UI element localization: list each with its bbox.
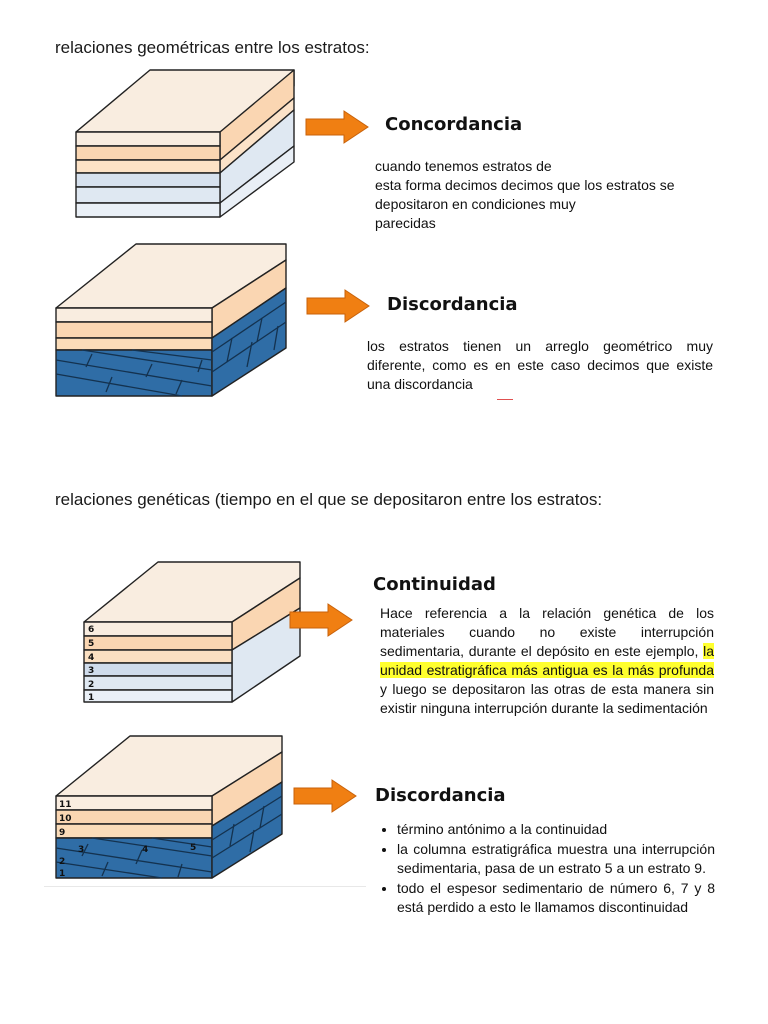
- stratum-label-5: 5: [88, 639, 95, 649]
- concordance-strata-block: [70, 66, 302, 226]
- continuity-text-end: y luego se depositaron las otras de esta manera sin existir ninguna interrupción durante la sedimentación: [380, 681, 714, 716]
- continuity-text-start: Hace referencia a la relación genética de los materiales cuando no existe interrupción sedimentaria, durante el depósito en este ejemplo,: [380, 605, 714, 659]
- stratum-label-4: 4: [88, 653, 95, 663]
- discordance-description: los estratos tienen un arreglo geométrico muy diferente, como es en este caso decimos que existe una discordancia: [367, 338, 713, 392]
- bullet-item: • término antónimo a la continuidad: [397, 820, 715, 839]
- stratum-label-6: 6: [88, 625, 95, 635]
- stratum-label-2: 2: [88, 680, 95, 690]
- discordance-bullet-list: [375, 820, 715, 918]
- stratum-label-4: 4: [142, 845, 149, 855]
- arrow-right-icon: [292, 779, 358, 813]
- continuity-title: Continuidad: [373, 574, 496, 595]
- stratum-label-3: 3: [88, 666, 95, 676]
- continuity-description: [380, 604, 714, 718]
- discordance-numbered-title: Discordancia: [375, 785, 506, 806]
- arrow-right-icon: [288, 603, 354, 637]
- stratum-label-11: 11: [59, 800, 72, 810]
- stratum-label-9: 9: [59, 828, 66, 838]
- concordance-line-4: parecidas: [375, 215, 436, 231]
- discordance-title: Discordancia: [387, 294, 518, 315]
- stratum-label-1: 1: [88, 693, 95, 703]
- divider-line: [44, 886, 366, 887]
- continuity-strata-block: [80, 560, 306, 708]
- continuity-highlighted-text: la unidad estratigráfica más antigua es la más profunda: [380, 643, 714, 678]
- bullet-item: • la columna estratigráfica muestra una interrupción sedimentaria, pasa de un estrato 5 a un estrato 9.: [397, 840, 715, 878]
- concordance-line-2: esta forma decimos decimos que los estratos se: [375, 177, 675, 193]
- bullet-item: • todo el espesor sedimentario de número 6, 7 y 8 está perdido a esto le llamamos discontinuidad: [397, 879, 715, 917]
- arrow-right-icon: [304, 110, 370, 144]
- concordance-line-1: cuando tenemos estratos de: [375, 158, 552, 174]
- discordance-numbered-strata-block: [52, 734, 288, 884]
- arrow-right-icon: [305, 289, 371, 323]
- stratum-label-1: 1: [59, 869, 66, 879]
- concordance-line-3: depositaron en condiciones muy: [375, 196, 576, 212]
- stratum-label-3: 3: [78, 845, 85, 855]
- geometric-relations-heading: relaciones geométricas entre los estratos:: [55, 38, 370, 57]
- stratum-label-5: 5: [190, 843, 197, 853]
- concordance-description: [375, 157, 717, 233]
- stratum-label-10: 10: [59, 814, 72, 824]
- discordance-strata-block: [52, 242, 292, 402]
- red-mark: [497, 399, 513, 400]
- stratum-label-2: 2: [59, 857, 66, 867]
- genetic-relations-heading: relaciones genéticas (tiempo en el que se depositaron entre los estratos:: [55, 490, 603, 509]
- concordance-title: Concordancia: [385, 114, 523, 135]
